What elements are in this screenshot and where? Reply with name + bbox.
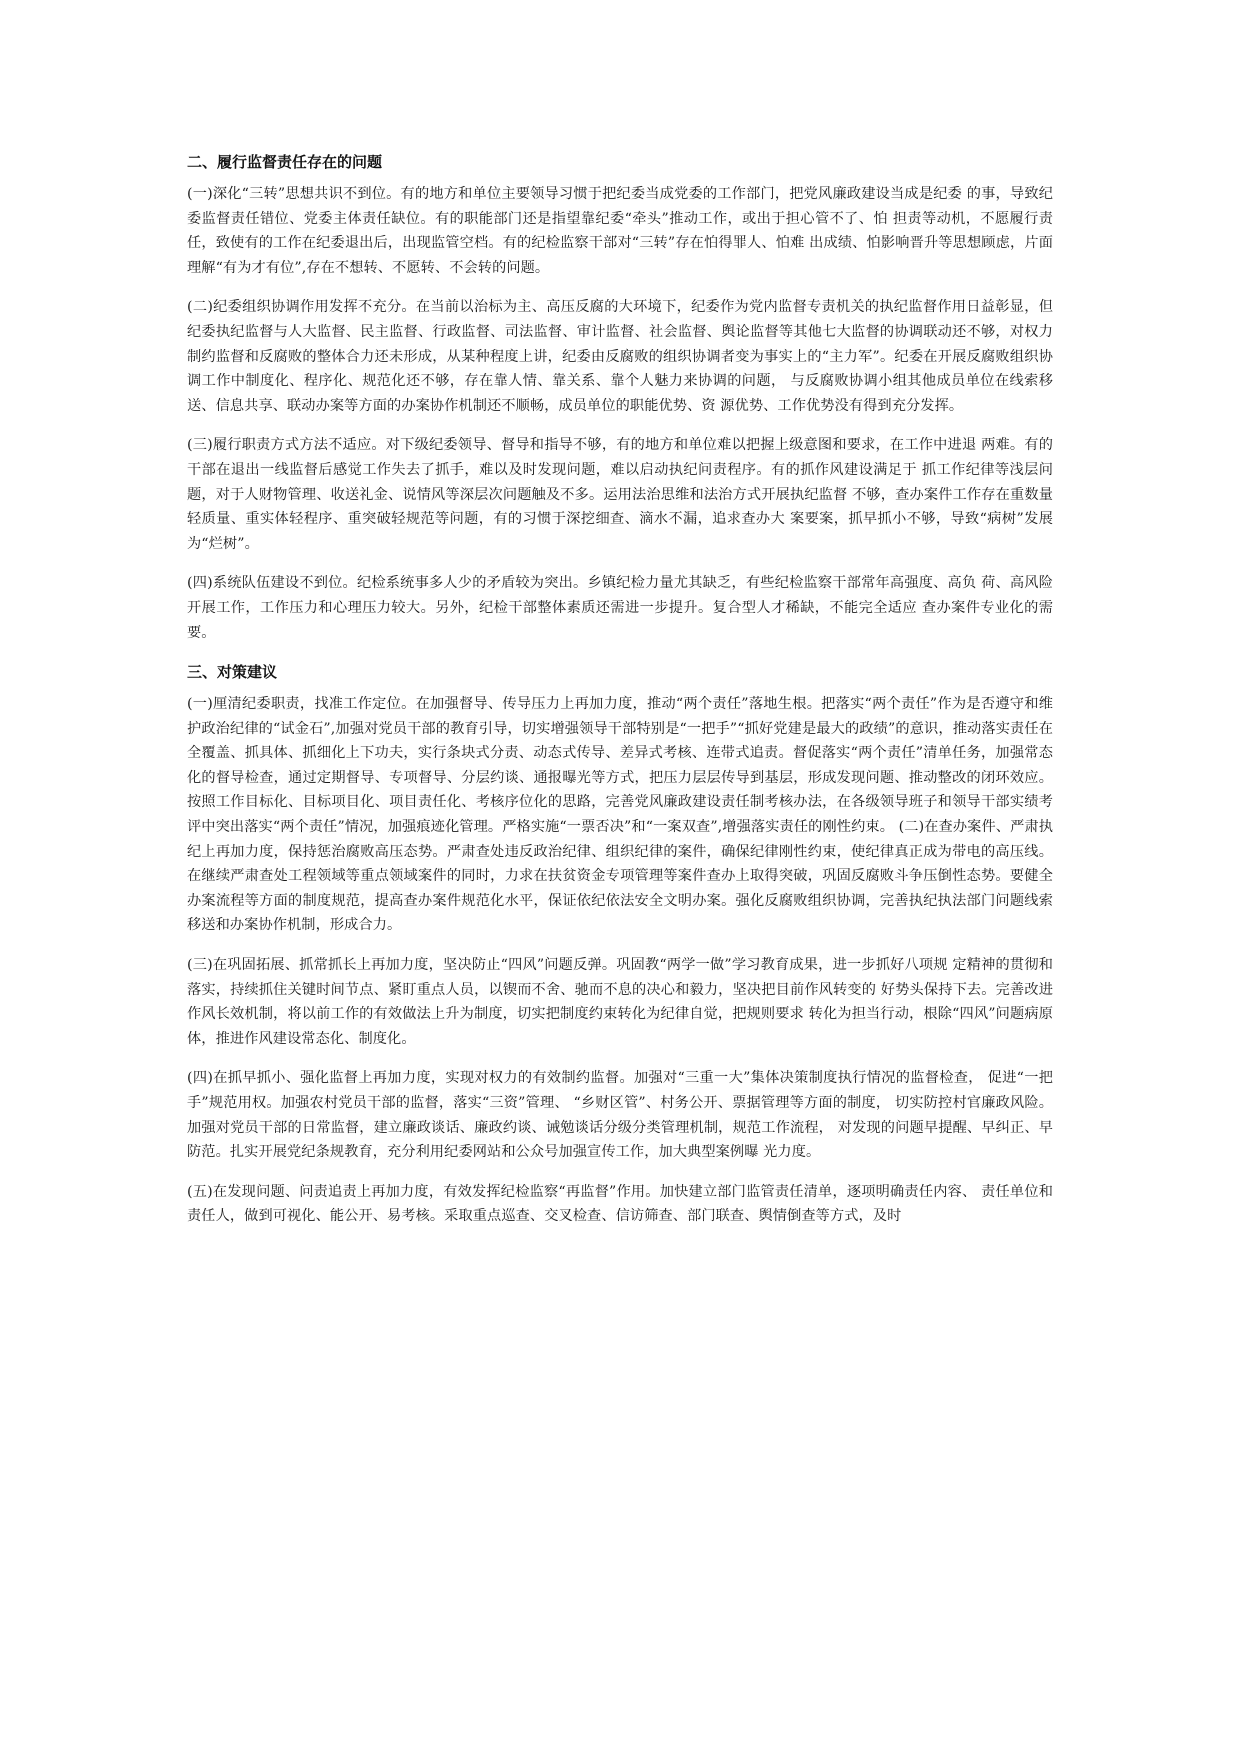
paragraph: (四)系统队伍建设不到位。纪检系统事多人少的矛盾较为突出。乡镇纪检力量尤其缺乏，有些纪检监察干部常年高强度、高负 荷、高风险开展工作，工作压力和心理压力较大。另外，纪检干部整体素质还需进一步提升。复合型人才稀缺，不能完全适应 查办案件专业化的需要。 bbox=[187, 575, 1053, 641]
section-heading: 三、对策建议 bbox=[187, 663, 278, 682]
paragraph: (三)履行职责方式方法不适应。对下级纪委领导、督导和指导不够，有的地方和单位难以把握上级意图和要求，在工作中进退 两难。有的干部在退出一线监督后感觉工作失去了抓手，难以及时发现问题，难以启动执纪问责程序。有的抓作风建设满足于 抓工作纪律等浅层问题，对于人财物管理、收送礼金、说情风等深层次问题触及不多。运用法治思维和法治方式开展执纪监督 不够，查办案件工作存在重数量轻质量、重实体轻程序、重突破轻规范等问题，有的习惯于深挖细查、滴水不漏，追求查办大 案要案，抓早抓小不够，导致“病树”发展为“烂树”。 bbox=[187, 437, 1053, 552]
paragraph: (一)厘清纪委职责，找准工作定位。在加强督导、传导压力上再加力度，推动“两个责任”落地生根。把落实“两个责任”作为是否遵守和维护政治纪律的“试金石”,加强对党员干部的教育引导，切实增强领导干部特别是“一把手”“抓好党建是最大的政绩”的意识，推动落实责任在全覆盖、抓具体、抓细化上下功夫，实行条块式分责、动态式传导、差异式考核、连带式追责。督促落实“两个责任”清单任务，加强常态化的督导检查，通过定期督导、专项督导、分层约谈、通报曝光等方式，把压力层层传导到基层，形成发现问题、推动整改的闭环效应。按照工作目标化、目标项目化、项目责任化、考核序位化的思路，完善党风廉政建设责任制考核办法，在各级领导班子和领导干部实绩考评中突出落实“两个责任”情况，加强痕迹化管理。严格实施“一票否决”和“一案双查”,增强落实责任的刚性约束。 (二)在查办案件、严肃执纪上再加力度，保持惩治腐败高压态势。严肃查处违反政治纪律、组织纪律的案件，确保纪律刚性约束，使纪律真正成为带电的高压线。在继续严肃查处工程领域等重点领域案件的同时，力求在扶贫资金专项管理等案件查办上取得突破，巩固反腐败斗争压倒性态势。要健全办案流程等方面的制度规范，提高查办案件规范化水平，保证依纪依法安全文明办案。强化反腐败组织协调，完善执纪执法部门问题线索移送和办案协作机制，形成合力。 bbox=[187, 696, 1053, 934]
paragraph: (一)深化“三转”思想共识不到位。有的地方和单位主要领导习惯于把纪委当成党委的工作部门，把党风廉政建设当成是纪委 的事，导致纪委监督责任错位、党委主体责任缺位。有的职能部门还是指望靠纪委“牵头”推动工作，或出于担心管不了、怕 担责等动机，不愿履行责任，致使有的工作在纪委退出后，出现监管空档。有的纪检监察干部对“三转”存在怕得罪人、怕难 出成绩、怕影响晋升等思想顾虑，片面理解“有为才有位”,存在不想转、不愿转、不会转的问题。 bbox=[187, 186, 1053, 276]
paragraph: (五)在发现问题、问责追责上再加力度，有效发挥纪检监察“再监督”作用。加快建立部门监管责任清单，逐项明确责任内容、 责任单位和责任人，做到可视化、能公开、易考核。采取重点巡查、交叉检查、信访筛查、部门联查、舆情倒查等方式，及时 bbox=[187, 1183, 1053, 1225]
section-suggestions bbox=[187, 660, 1053, 1229]
paragraph: (二)纪委组织协调作用发挥不充分。在当前以治标为主、高压反腐的大环境下，纪委作为党内监督专责机关的执纪监督作用日益彰显，但纪委执纪监督与人大监督、民主监督、行政监督、司法监督、审计监督、社会监督、舆论监督等其他七大监督的协调联动还不够，对权力制约监督和反腐败的整体合力还未形成，从某种程度上讲，纪委由反腐败的组织协调者变为事实上的“主力军”。纪委在开展反腐败组织协调工作中制度化、程序化、规范化还不够，存在靠人情、靠关系、靠个人魅力来协调的问题， 与反腐败协调小组其他成员单位在线索移送、信息共享、联动办案等方面的办案协作机制还不顺畅，成员单位的职能优势、资 源优势、工作优势没有得到充分发挥。 bbox=[187, 299, 1053, 414]
section-problems bbox=[187, 150, 1053, 645]
paragraph: (三)在巩固拓展、抓常抓长上再加力度，坚决防止“四风”问题反弹。巩固教“两学一做”学习教育成果，进一步抓好八项规 定精神的贯彻和落实，持续抓住关键时间节点、紧盯重点人员，以锲而不舍、驰而不息的决心和毅力，坚决把目前作风转变的 好势头保持下去。完善改进作风长效机制，将以前工作的有效做法上升为制度，切实把制度约束转化为纪律自觉，把规则要求 转化为担当行动，根除“四风”问题病原体，推进作风建设常态化、制度化。 bbox=[187, 957, 1053, 1047]
section-heading: 二、履行监督责任存在的问题 bbox=[187, 153, 383, 171]
paragraph: (四)在抓早抓小、强化监督上再加力度，实现对权力的有效制约监督。加强对“三重一大”集体决策制度执行情况的监督检查， 促进“一把手”规范用权。加强农村党员干部的监督，落实“三资”管理、 “乡财区管”、村务公开、票据管理等方面的制度， 切实防控村官廉政风险。加强对党员干部的日常监督，建立廉政谈话、廉政约谈、诫勉谈话分级分类管理机制，规范工作流程， 对发现的问题早提醒、早纠正、早防范。扎实开展党纪条规教育，充分利用纪委网站和公众号加强宣传工作，加大典型案例曝 光力度。 bbox=[187, 1070, 1053, 1161]
document-page bbox=[187, 150, 1053, 1244]
